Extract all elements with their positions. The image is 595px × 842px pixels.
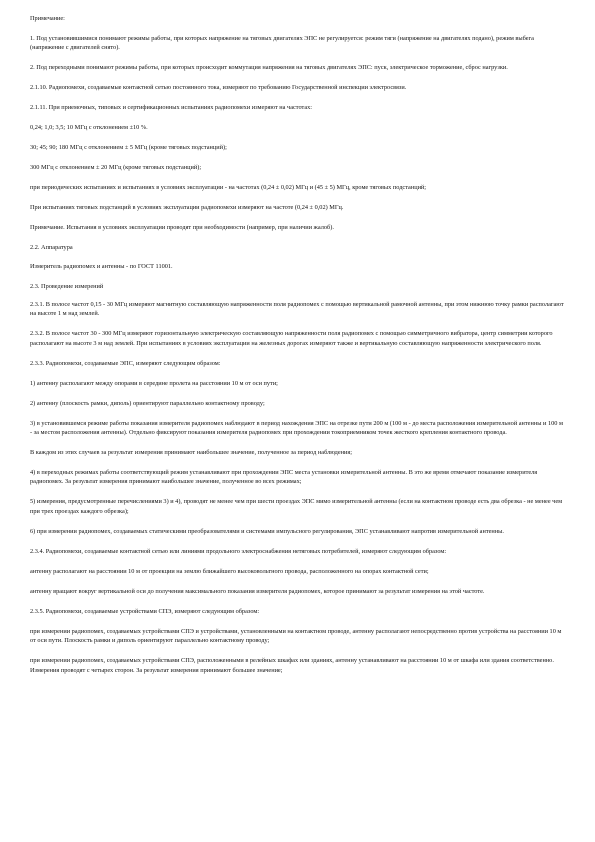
clause-2-1-10: 2.1.10. Радиопомехи, создаваемые контактной сетью постоянного тока, измеряют по требованию Государственной инспекции электросвязи. — [30, 84, 407, 92]
list-item-5: 5) измерения, предусмотренные перечислениями 3) и 4), проводят не менее чем при шести проездах ЭПС мимо измерительной антенны (если на контактном проводе есть два обрезка - не менее чем при трех проездах каждого обрезка); — [30, 498, 563, 515]
list-item-1: 1) антенну располагают между опорами в середине пролета на расстоянии 10 м от оси пути; — [30, 379, 278, 387]
list-item-2: 2) антенну (плоскость рамки, диполь) ориентируют параллельно контактному проводу; — [30, 399, 265, 407]
clause-2-3-5: 2.3.5. Радиопомехи, создаваемые устройствами СПЭ, измеряют следующим образом: — [30, 607, 260, 615]
list-item-6: 6) при измерении радиопомех, создаваемых статическими преобразователями и системами импульсного регулирования, ЭПС устанавливают напротив измерительной антенны. — [30, 527, 504, 535]
frequency-line-1: 0,24; 1,0; 3,5; 10 МГц с отклонением ±10 %. — [30, 124, 148, 132]
result-text: В каждом из этих случаев за результат измерения принимают наибольшее значение, полученное за период наблюдения; — [30, 449, 353, 457]
list-item-4: 4) в переходных режимах работы соответствующий режим устанавливают при прохождении ЭПС места установки измерительной антенны. В это же время отмечают показание измерителя радиопомех. За результат измерения принимают наибольшее значение, полученное во всех режимах; — [30, 469, 538, 486]
clause-2-3-2: 2.3.2. В полосе частот 30 - 300 МГц измеряют горизонтальную электрическую составляющую напряженности поля радиопомех с помощью симметричного вибратора, центр симметрии которого располагают на высоте 3 м над землей. При испытаниях в условиях эксплуатации на железных дорогах измеряют также и вертикальную составляющую напряженности электрического поля. — [30, 330, 553, 347]
clause-2-3-4: 2.3.4. Радиопомехи, создаваемые контактной сетью или линиями продольного электроснабжения нетяговых потребителей, измеряют следующим образом: — [30, 547, 447, 555]
frequency-line-2: 30; 45; 90; 180 МГц с отклонением ± 5 МГц (кроме тяговых подстанций); — [30, 144, 227, 152]
clause-2-3-1: 2.3.1. В полосе частот 0,15 - 30 МГц измеряют магнитную составляющую напряженности поля радиопомех с помощью вертикальной рамочной антенны, при этом нижнюю точку рамки располагают на высоте 1 м над землей. — [30, 300, 564, 318]
clause-2-3-3: 2.3.3. Радиопомехи, создаваемые ЭПС, измеряют следующим образом: — [30, 359, 221, 367]
section-2-2-heading: 2.2. Аппаратура — [30, 244, 73, 252]
antenna-rotation-text: антенну вращают вокруг вертикальной оси до получения максимального показания измерителя радиопомех, которое принимают за результат измерения на этой частоте. — [30, 587, 485, 595]
traction-substation-text: При испытаниях тяговых подстанций в условиях эксплуатации радиопомехи измеряют на частоте (0,24 ± 0,02) МГц. — [30, 204, 344, 212]
note-heading: Примечание: — [30, 15, 65, 22]
clause-2-1-11: 2.1.11. При приемочных, типовых и сертификационных испытаниях радиопомехи измеряют на частотах: — [30, 104, 313, 112]
list-item-3: 3) в установившемся режиме работы показания измерителя радиопомех наблюдают в период нахождения ЭПС на отрезке пути 200 м (100 м - до места расположения измерительной антенны и 100 м - за местом расположения антенны). Отдельно фиксируют показания измерителя радиопомех при прохождении токоприемником точек жесткого крепления контактного провода. — [30, 419, 563, 437]
spe-contact-wire-text: при измерении радиопомех, создаваемых устройствами СПЭ и устройствами, установленными на контактном проводе, антенну располагают непосредственно против устройства на расстоянии 10 м от оси пути. Плоскость рамки и диполь ориентируют параллельно контактному проводу; — [30, 627, 562, 645]
frequency-line-4: при периодических испытаниях и испытаниях в условиях эксплуатации - на частотах (0,24 ± 0,02) МГц и (45 ± 5) МГц, кроме тяговых подстанций; — [30, 184, 427, 192]
antenna-placement-text: антенну располагают на расстоянии 10 м от проекции на землю ближайшего высоковольтного провода, расположенного на опорах контактной сети; — [30, 567, 429, 575]
operation-note: Примечание. Испытания в условиях эксплуатации проводят при необходимости (например, при наличии жалоб). — [30, 224, 334, 232]
note-item-1: 1. Под установившимися понимают режимы работы, при которых напряжение на тяговых двигателях ЭПС не регулируется: режим тяги (напряжение на двигателях подано), режим выбега (напряжение с двигателей снято). — [30, 35, 534, 52]
spe-relay-cabinet-text: при измерении радиопомех, создаваемых устройствами СПЭ, расположенными в релейных шкафах или зданиях, антенну устанавливают на расстоянии 10 м от шкафа или здания соответственно. Измерения проводят с четырех сторон. За результат измерения принимают большее значение; — [30, 657, 554, 674]
section-2-3-heading: 2.3. Проведение измерений — [30, 282, 104, 290]
frequency-line-3: 300 МГц с отклонением ± 20 МГц (кроме тяговых подстанций); — [30, 164, 202, 172]
equipment-text: Измеритель радиопомех и антенны - по ГОСТ 11001. — [30, 262, 173, 270]
note-item-2: 2. Под переходными понимают режимы работы, при которых происходит коммутация напряжения на тяговых двигателях ЭПС: пуск, электрическое торможение, сброс нагрузки. — [30, 64, 508, 72]
